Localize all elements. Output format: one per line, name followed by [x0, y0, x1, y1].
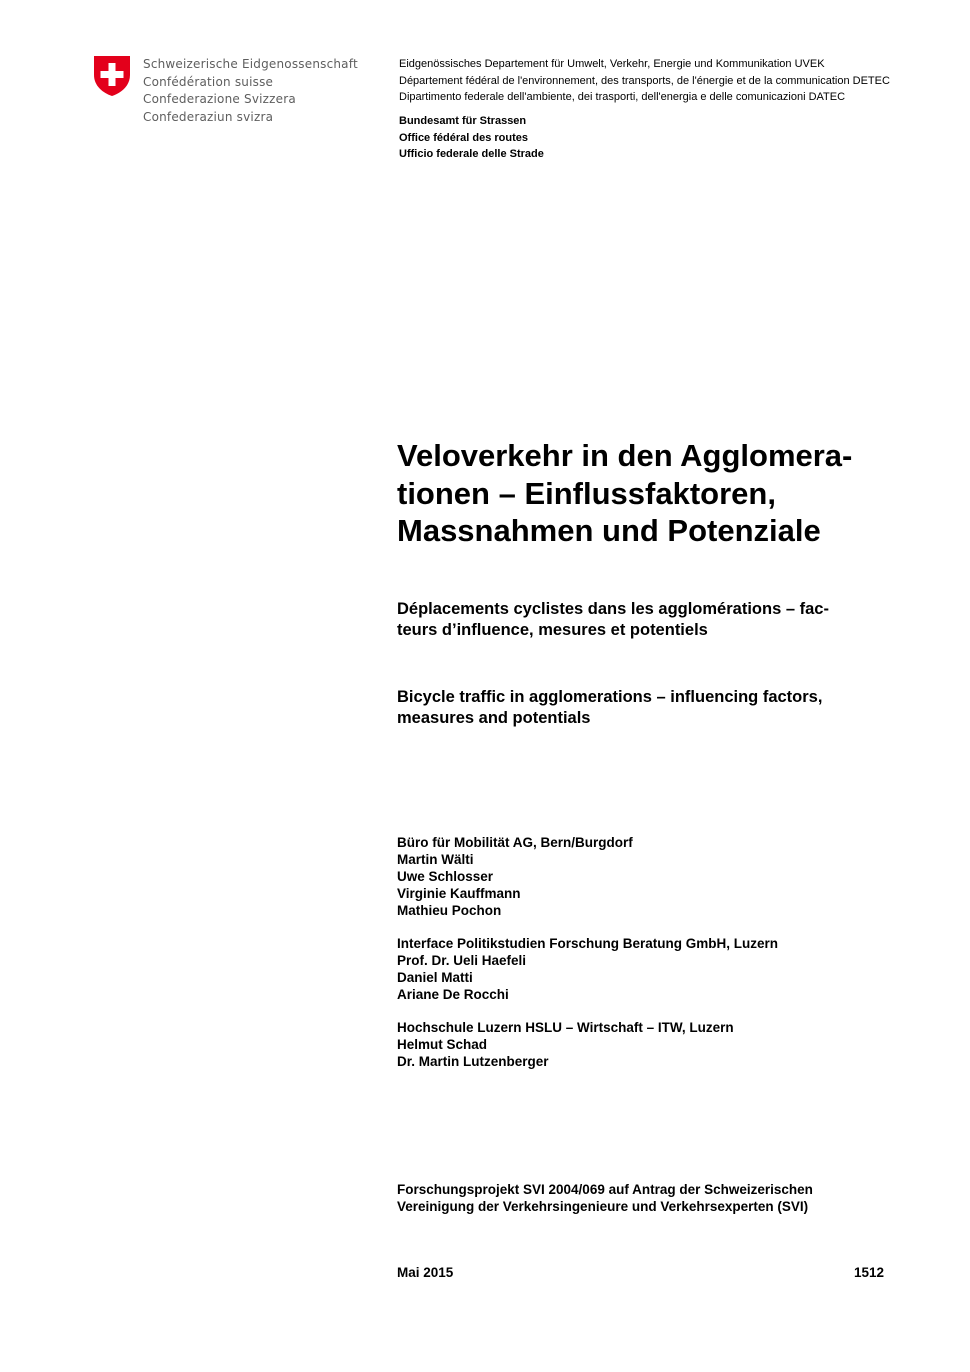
author-name: Martin Wälti [397, 851, 474, 867]
author-organization: Interface Politikstudien Forschung Beratung GmbH, Luzern [397, 936, 779, 951]
office-it: Ufficio federale delle Strade [399, 148, 544, 161]
author-name: Virginie Kauffmann [397, 885, 521, 901]
office-fr: Office fédéral des routes [399, 131, 528, 144]
author-group-3 [397, 1020, 734, 1071]
title-line: tionen – Einflussfaktoren, [397, 475, 776, 511]
report-number: 1512 [854, 1265, 885, 1280]
author-name: Prof. Dr. Ueli Haefeli [397, 952, 527, 968]
title-line: Massnahmen und Potenziale [397, 513, 821, 548]
title-line: Veloverkehr in den Agglomera- [397, 438, 853, 473]
confederation-de: Schweizerische Eidgenossenschaft [143, 57, 358, 71]
subtitle-fr-line: Déplacements cyclistes dans les agglomérations – fac- [397, 600, 829, 618]
confederation-names [143, 56, 358, 126]
author-name: Uwe Schlosser [397, 868, 494, 884]
swiss-shield-logo [93, 55, 131, 102]
subtitle-french [397, 599, 829, 641]
author-group-2 [397, 936, 778, 1004]
document-title [397, 437, 852, 550]
author-name: Daniel Matti [397, 969, 473, 985]
office-names [399, 113, 544, 163]
confederation-fr: Confédération suisse [143, 74, 274, 89]
research-line: Vereinigung der Verkehrsingenieure und Verkehrsexperten (SVI) [397, 1199, 809, 1214]
research-project-note [397, 1181, 813, 1215]
research-line: Forschungsprojekt SVI 2004/069 auf Antrag der Schweizerischen [397, 1182, 813, 1197]
author-organization: Hochschule Luzern HSLU – Wirtschaft – ITW, Luzern [397, 1020, 734, 1035]
author-name: Mathieu Pochon [397, 902, 502, 918]
subtitle-en-line: measures and potentials [397, 709, 591, 727]
author-organization: Büro für Mobilität AG, Bern/Burgdorf [397, 835, 633, 850]
office-de: Bundesamt für Strassen [399, 115, 527, 127]
author-name: Ariane De Rocchi [397, 986, 509, 1002]
subtitle-en-line: Bicycle traffic in agglomerations – influencing factors, [397, 688, 823, 706]
author-name: Helmut Schad [397, 1036, 488, 1052]
author-name: Dr. Martin Lutzenberger [397, 1053, 549, 1069]
publication-date: Mai 2015 [397, 1265, 454, 1280]
department-names [399, 56, 890, 106]
author-group-1 [397, 835, 633, 920]
department-fr: Département fédéral de l'environnement, des transports, de l'énergie et de la communication DETEC [399, 74, 890, 87]
department-de: Eidgenössisches Departement für Umwelt, Verkehr, Energie und Kommunikation UVEK [399, 58, 825, 70]
confederation-it: Confederazione Svizzera [143, 92, 296, 106]
department-it: Dipartimento federale dell'ambiente, dei trasporti, dell'energia e delle comunicazioni DATEC [399, 91, 846, 104]
subtitle-fr-line: teurs d’influence, mesures et potentiels [397, 621, 708, 639]
swiss-cross-icon [93, 55, 131, 97]
subtitle-english [397, 687, 822, 729]
confederation-rm: Confederaziun svizra [143, 109, 274, 124]
